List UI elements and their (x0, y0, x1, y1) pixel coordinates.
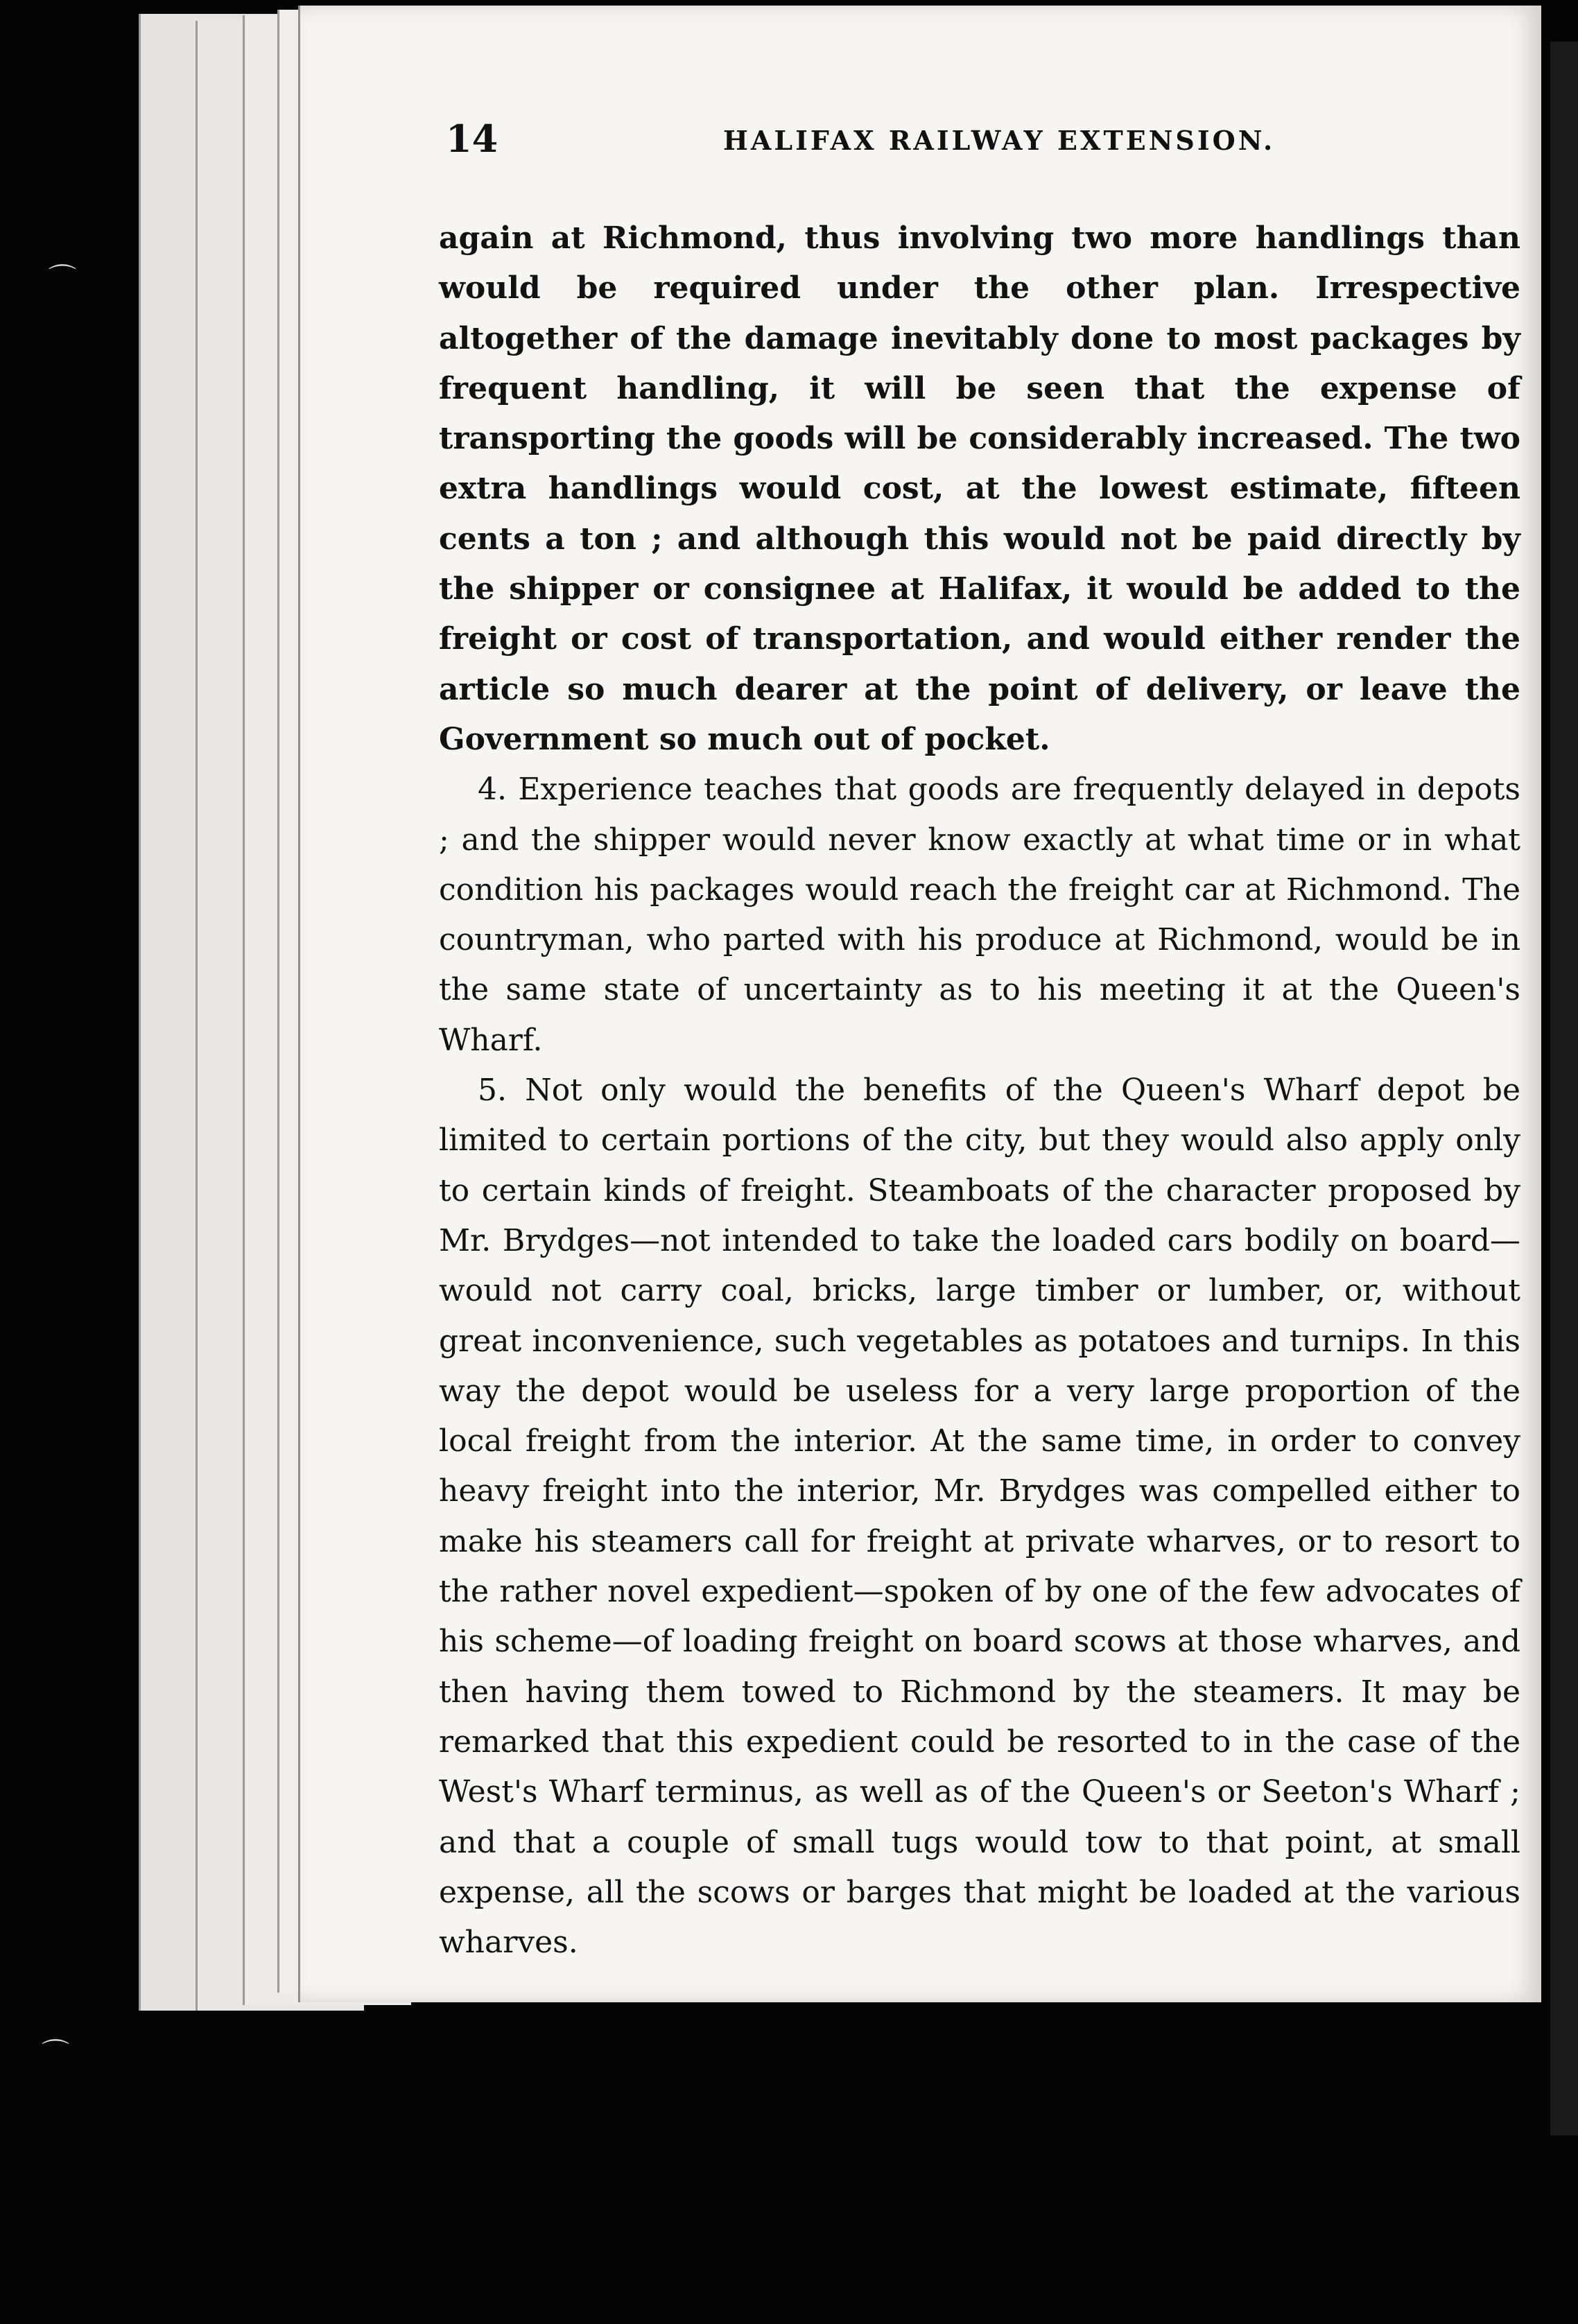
running-head (446, 116, 1527, 161)
dust-speck: ⌒ (42, 2038, 69, 2070)
paragraph-point-5: 5. Not only would the benefits of the Queen's Wharf depot be limited to certain portions of the city, but they would also apply only to certain kinds of freight. Steamboats of the character proposed by Mr. Brydges—not intended to take the loaded cars bodily on board—would not carry coal, bricks, large timber or lumber, or, without great inconvenience, such vegetables as potatoes and turnips. In this way the depot would be useless for a very large proportion of the local freight from the interior. At the same time, in order to convey heavy freight into the interior, Mr. Brydges was compelled either to make his steamers call for freight at private wharves, or to resort to the rather novel expedient—spoken of by one of the few advocates of his scheme—of loading freight on board scows at those wharves, and then having them towed to Richmond by the steamers. It may be remarked that this expedient could be resorted to in the case of the West's Wharf terminus, as well as of the Queen's or Seeton's Wharf ; and that a couple of small tugs would tow to that point, at small expense, all the scows or barges that might be loaded at the various wharves. (439, 1073, 1520, 1961)
body-text (439, 214, 1520, 1968)
page (298, 6, 1541, 2002)
paragraph-point-4: 4. Experience teaches that goods are frequently delayed in depots ; and the shipper would never know exactly at what time or in what condition his packages would reach the freight car at Richmond. The countryman, who parted with his produce at Richmond, would be in the same state of uncertainty as to his meeting it at the Queen's Wharf. (439, 772, 1520, 1058)
dust-speck: ⌒ (49, 263, 76, 295)
binding-shadow (1550, 42, 1578, 2135)
page-number: 14 (446, 116, 498, 161)
paragraph-continuation: again at Richmond, thus involving two more handlings than would be required under the other plan. Irrespective altogether of the damage inevitably done to most packages by frequent handling, it will be seen that the expense of transporting the goods will be considerably increased. The two extra handlings would cost, at the lowest estimate, fifteen cents a ton ; and although this would not be paid directly by the shipper or consignee at Halifax, it would be added to the freight or cost of transportation, and would either render the article so much dearer at the point of delivery, or leave the Government so much out of pocket. (439, 220, 1520, 757)
running-title: HALIFAX RAILWAY EXTENSION. (723, 125, 1276, 156)
